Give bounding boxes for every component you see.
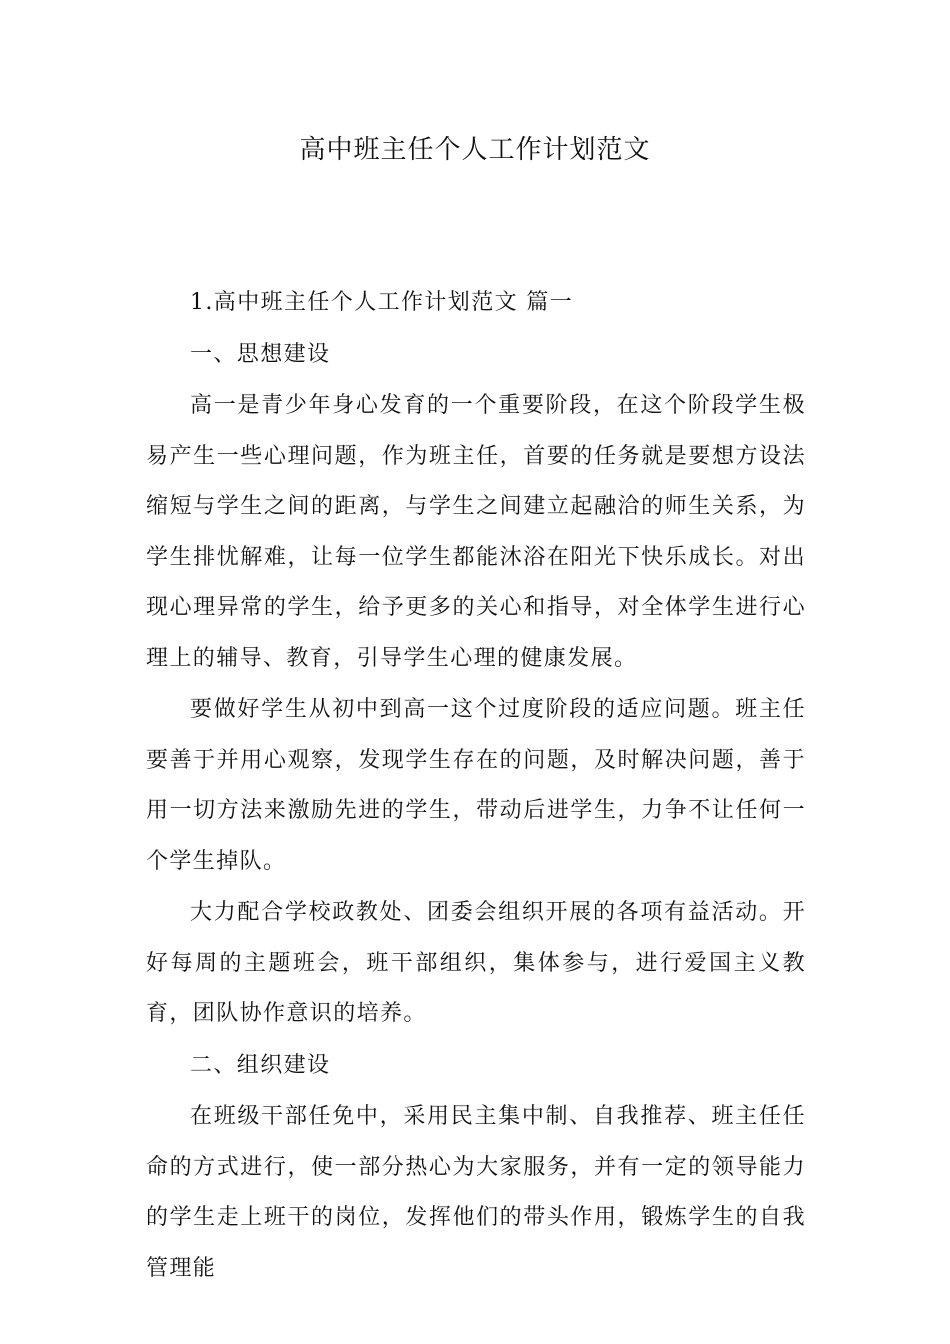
page-title: 高中班主任个人工作计划范文 xyxy=(299,135,651,165)
body-paragraph: 要做好学生从初中到高一这个过度阶段的适应问题。班主任要善于并用心观察，发现学生存在的问题，及时解决问题，善于用一切方法来激励先进的学生，带动后进学生，力争不让任何一个学生掉队。 xyxy=(146,697,806,874)
subsection-heading: 二、组织建设 xyxy=(190,1052,331,1078)
body-paragraph: 高一是青少年身心发育的一个重要阶段，在这个阶段学生极易产生一些心理问题，作为班主任，首要的任务就是要想方设法缩短与学生之间的距离，与学生之间建立起融洽的师生关系，为学生排忧解难，让每一位学生都能沐浴在阳光下快乐成长。对出现心理异常的学生，给予更多的关心和指导，对全体学生进行心理上的辅导、教育，引导学生心理的健康发展。 xyxy=(146,393,806,671)
body-paragraph: 在班级干部任免中，采用民主集中制、自我推荐、班主任任命的方式进行，使一部分热心为大家服务，并有一定的领导能力的学生走上班干的岗位，发挥他们的带头作用，锻炼学生的自我管理能 xyxy=(146,1104,806,1281)
subsection-heading: 一、思想建设 xyxy=(190,341,331,367)
section-heading: 1.高中班主任个人工作计划范文 篇一 xyxy=(190,290,574,315)
document-body xyxy=(146,278,806,1295)
body-paragraph: 大力配合学校政教处、团委会组织开展的各项有益活动。开好每周的主题班会，班干部组织，集体参与，进行爱国主义教育，团队协作意识的培养。 xyxy=(146,900,806,1026)
